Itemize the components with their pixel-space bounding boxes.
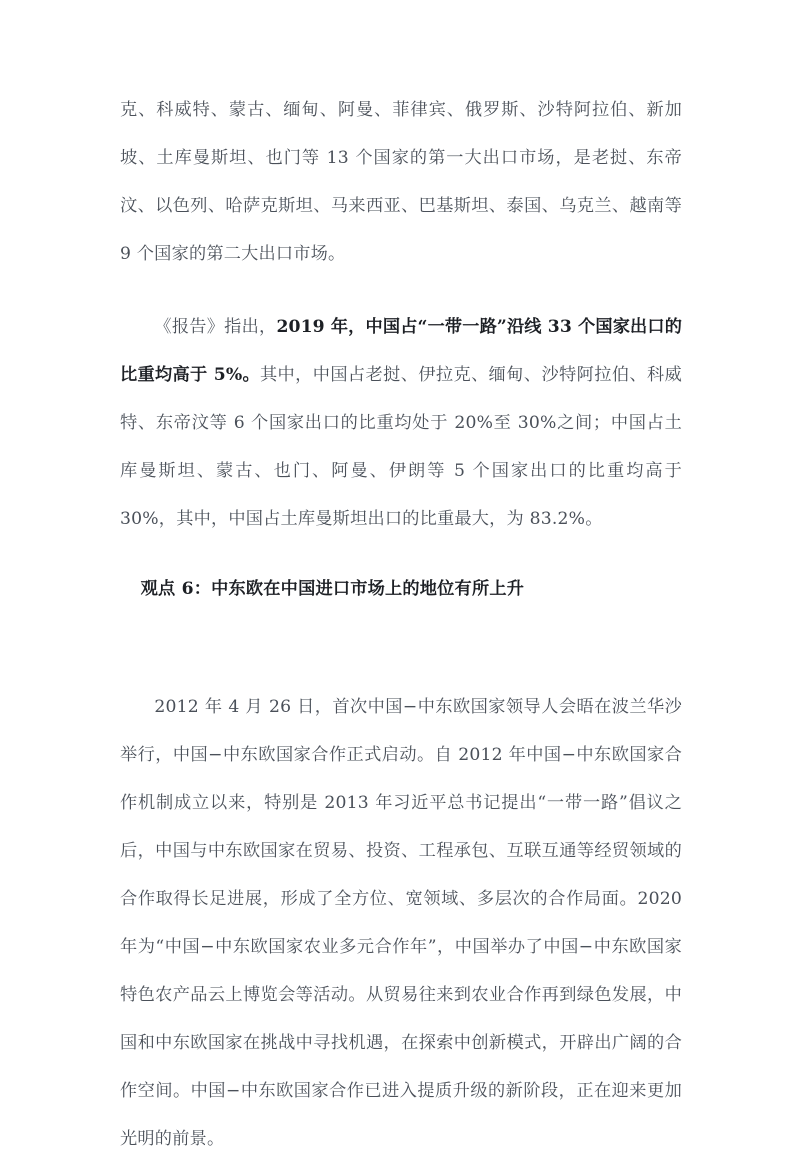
heading-viewpoint-6: 观点 6：中东欧在中国进口市场上的地位有所上升 <box>140 579 525 599</box>
paragraph-2 <box>120 303 682 543</box>
paragraph-1-run-1: 克、科威特、蒙古、缅甸、阿曼、菲律宾、俄罗斯、沙特阿拉伯、新加坡、土库曼斯坦、也门等 13 个国家的第一大出口市场，是老挝、东帝汶、以色列、哈萨克斯坦、马来西亚、巴基斯坦、泰国、乌克兰、越南等 9 个国家的第二大出口市场。 <box>120 100 682 264</box>
paragraph-spacer-1 <box>120 278 682 303</box>
heading-spacer <box>120 613 682 683</box>
paragraph-1 <box>120 86 682 278</box>
paragraph-3-run-1: 2012 年 4 月 26 日，首次中国−中东欧国家领导人会晤在波兰华沙举行，中国−中东欧国家合作正式启动。自 2012 年中国−中东欧国家合作机制成立以来，特别是 2013 年习近平总书记提出“一带一路”倡议之后，中国与中东欧国家在贸易、投资、工程承包、互联互通等经贸领域的合作取得长足进展，形成了全方位、宽领域、多层次的合作局面。2020 年为“中国−中东欧国家农业多元合作年”，中国举办了中国−中东欧国家特色农产品云上博览会等活动。从贸易往来到农业合作再到绿色发展，中国和中东欧国家在挑战中寻找机遇，在探索中创新模式，开辟出广阔的合作空间。中国−中东欧国家合作已进入提质升级的新阶段，正在迎来更加光明的前景。 <box>120 697 682 1149</box>
document-text-column <box>120 86 682 1163</box>
paragraph-2-run-3: 其中，中国占老挝、伊拉克、缅甸、沙特阿拉伯、科威特、东帝汶等 6 个国家出口的比重均处于 20%至 30%之间；中国占土库曼斯坦、蒙古、也门、阿曼、伊朗等 5 个国家出口的比重均高于 30%，其中，中国占土库曼斯坦出口的比重最大，为 83.2%。 <box>120 365 682 529</box>
paragraph-spacer-2 <box>120 543 682 565</box>
paragraph-2-run-1: 《报告》指出， <box>154 317 277 337</box>
paragraph-2-emphasis: 2019 年，中国占“一带一路”沿线 33 个国家出口的比重均高于 5%。 <box>120 317 683 385</box>
paragraph-3 <box>120 683 682 1163</box>
